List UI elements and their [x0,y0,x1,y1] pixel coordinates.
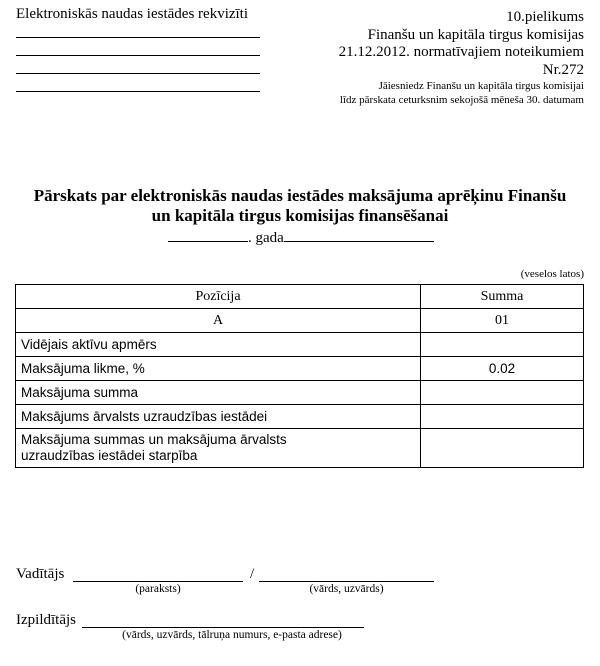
requisites-line [16,91,260,92]
annex-authority: Finanšu un kapitāla tirgus komisijas [367,26,584,43]
header-position: Pozīcija [16,285,421,309]
slash: / [250,566,255,582]
head-name-field[interactable] [259,581,434,582]
annex-block [264,9,584,107]
submit-note-2: līdz pārskata ceturksnim sekojošā mēneša 30. datumam [339,94,584,106]
table-row [16,405,584,429]
table-row [16,357,584,381]
annex-reg-number: Nr.272 [542,61,584,78]
row-value[interactable]: 0.02 [421,357,584,381]
name-hint: (vārds, uzvārds) [309,583,384,595]
annex-number: 10.pielikums [506,9,584,25]
row-label: Maksājums ārvalsts uzraudzības iestādei [16,405,421,429]
row-value[interactable] [421,405,584,429]
row-label-line-1: Maksājuma summas un maksājuma ārvalsts [21,432,287,447]
row-label: Maksājuma summa [16,381,421,405]
table-code-row [16,309,584,333]
report-title [0,186,600,226]
row-label [16,429,421,468]
table-row [16,333,584,357]
year-line [168,230,434,247]
units-note: (veselos latos) [520,268,584,280]
row-label-line-2: uzraudzības iestādei starpība [21,448,198,463]
report-table [15,284,584,468]
code-sum: 01 [421,309,584,333]
signature-field[interactable] [73,581,243,582]
row-value[interactable] [421,429,584,468]
annex-regulation: 21.12.2012. normatīvajiem noteikumiem [338,44,584,60]
requisites-line [16,55,260,56]
row-label: Maksājuma likme, % [16,357,421,381]
executor-hint: (vārds, uzvārds, tālruņa numurs, e-pasta adrese) [122,629,342,641]
requisites-line [16,73,260,74]
table-row [16,381,584,405]
head-label: Vadītājs [16,566,65,582]
year-label: . gada [248,230,284,246]
row-value[interactable] [421,381,584,405]
row-value[interactable] [421,333,584,357]
title-line-2: un kapitāla tirgus komisijas finansēšanai [151,206,449,225]
code-position: A [16,309,421,333]
executor-field[interactable] [82,627,364,628]
table-row [16,429,584,468]
table-header-row [16,285,584,309]
signature-hint: (paraksts) [135,583,181,595]
requisites-line [16,37,260,38]
year-field[interactable] [168,241,248,242]
row-label: Vidējais aktīvu apmērs [16,333,421,357]
executor-label: Izpildītājs [16,612,76,628]
header-sum: Summa [421,285,584,309]
requisites-label: Elektroniskās naudas iestādes rekvizīti [16,6,249,22]
date-field[interactable] [284,241,434,242]
title-line-1: Pārskats par elektroniskās naudas iestādes maksājuma aprēķinu Finanšu [33,186,567,205]
submit-note-1: Jāiesniedz Finanšu un kapitāla tirgus komisijai [378,80,584,92]
